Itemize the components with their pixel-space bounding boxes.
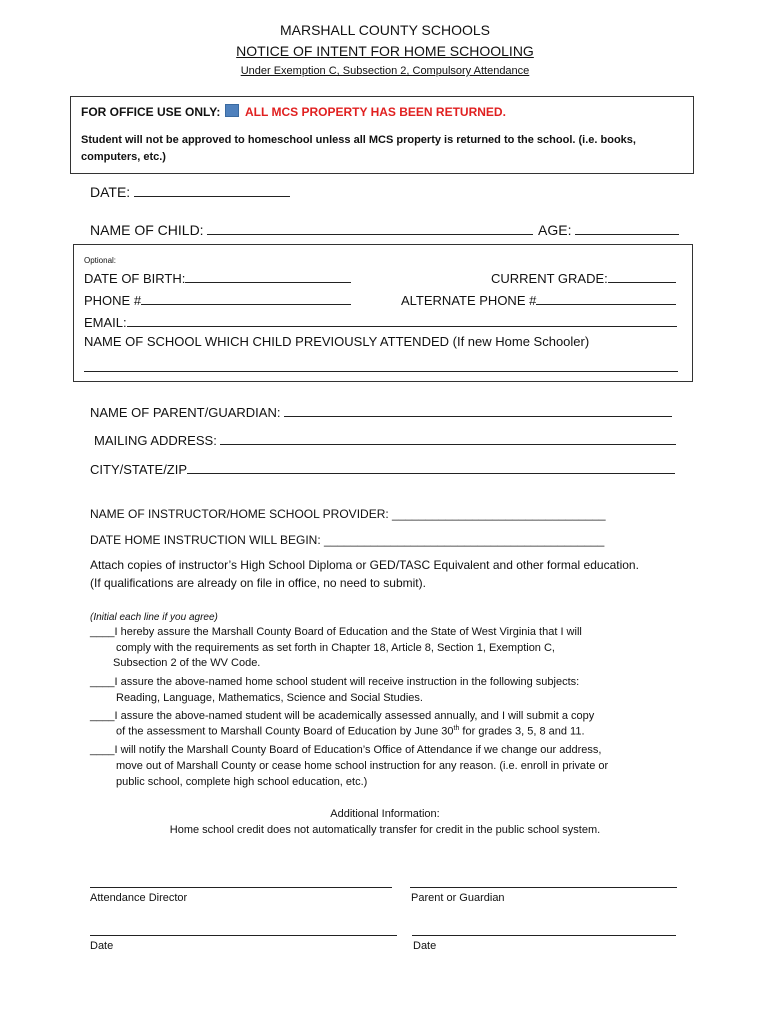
city-state-zip-label: CITY/STATE/ZIP bbox=[90, 462, 188, 477]
assurance-2-line2: Reading, Language, Mathematics, Science and Social Studies. bbox=[116, 692, 423, 704]
property-returned-checkbox[interactable] bbox=[225, 104, 239, 117]
optional-label: Optional: bbox=[84, 256, 117, 265]
assurance-4-line1: I will notify the Marshall County Board of Education’s Office of Attendance if we change our address, bbox=[114, 744, 602, 756]
child-name-label: NAME OF CHILD: bbox=[90, 222, 208, 238]
dob-blank[interactable] bbox=[185, 268, 351, 283]
attendance-director-label: Attendance Director bbox=[90, 892, 188, 904]
date-field[interactable] bbox=[90, 182, 290, 200]
parent-guardian-label: Parent or Guardian bbox=[411, 892, 505, 904]
parent-name-blank[interactable] bbox=[284, 402, 672, 417]
assurance-4-line3: public school, complete high school education, etc.) bbox=[116, 776, 368, 788]
assurance-1-line3: Subsection 2 of the WV Code. bbox=[113, 657, 261, 669]
alt-phone-blank[interactable] bbox=[536, 290, 676, 305]
instructor-blank[interactable]: ________________________________ bbox=[392, 507, 606, 521]
additional-info-text: Home school credit does not automatically transfer for credit in the public school system. bbox=[169, 824, 601, 836]
assurance-1-line1: I hereby assure the Marshall County Board of Education and the State of West Virginia that I will bbox=[114, 626, 582, 638]
optional-info-box bbox=[73, 244, 693, 382]
mailing-address-label: MAILING ADDRESS: bbox=[94, 433, 221, 448]
email-field[interactable] bbox=[84, 312, 677, 330]
phone-label: PHONE # bbox=[84, 293, 142, 308]
grade-field[interactable] bbox=[491, 268, 676, 286]
assurance-3-line2 bbox=[116, 725, 585, 738]
office-note-line1: Student will not be approved to homeschool unless all MCS property is returned to the school. (i.e. books, bbox=[81, 134, 636, 146]
assurance-4-line2: move out of Marshall County or cease home school instruction for any reason. (i.e. enroll in private or bbox=[116, 760, 609, 772]
parent-name-field[interactable] bbox=[90, 402, 672, 420]
grade-label: CURRENT GRADE: bbox=[491, 271, 608, 286]
assurance-3-initial-blank[interactable]: ____ bbox=[90, 710, 115, 722]
child-name-field[interactable] bbox=[90, 220, 533, 238]
phone-blank[interactable] bbox=[141, 290, 351, 305]
date-blank[interactable] bbox=[134, 182, 290, 197]
form-title-org: MARSHALL COUNTY SCHOOLS bbox=[279, 22, 491, 38]
city-state-zip-blank[interactable] bbox=[187, 459, 675, 474]
mailing-address-blank[interactable] bbox=[220, 430, 676, 445]
assurance-3 bbox=[90, 710, 594, 722]
assurance-2-line1: I assure the above-named home school student will receive instruction in the following subjects: bbox=[114, 676, 580, 688]
mailing-address-field[interactable] bbox=[94, 430, 676, 448]
previous-school-label: NAME OF SCHOOL WHICH CHILD PREVIOUSLY ATTENDED (If new Home Schooler) bbox=[84, 334, 590, 349]
director-date-line[interactable] bbox=[90, 935, 397, 936]
additional-info-heading: Additional Information: bbox=[330, 808, 440, 820]
dob-field[interactable] bbox=[84, 268, 351, 286]
city-state-zip-field[interactable] bbox=[90, 459, 675, 477]
office-note-line2: computers, etc.) bbox=[81, 151, 166, 163]
assurance-1-initial-blank[interactable]: ____ bbox=[90, 626, 115, 638]
instructor-label: NAME OF INSTRUCTOR/HOME SCHOOL PROVIDER: bbox=[90, 507, 393, 521]
assurance-3-line2-end: for grades 3, 5, 8 and 11. bbox=[459, 725, 585, 738]
dob-label: DATE OF BIRTH: bbox=[84, 271, 186, 286]
parent-date-label: Date bbox=[413, 940, 437, 952]
age-field[interactable] bbox=[538, 220, 679, 238]
instructor-field[interactable] bbox=[90, 507, 606, 521]
attach-instructions-line2: (If qualifications are already on file in office, no need to submit). bbox=[90, 576, 426, 590]
assurance-3-line2-text: of the assessment to Marshall County Board of Education by June 30 bbox=[116, 725, 454, 738]
director-date-label: Date bbox=[90, 940, 114, 952]
begin-date-blank[interactable]: __________________________________________ bbox=[324, 533, 605, 547]
assurance-4 bbox=[90, 744, 601, 756]
parent-signature-line[interactable] bbox=[410, 887, 677, 888]
assurance-4-initial-blank[interactable]: ____ bbox=[90, 744, 115, 756]
parent-name-label: NAME OF PARENT/GUARDIAN: bbox=[90, 405, 285, 420]
child-name-blank[interactable] bbox=[207, 220, 533, 235]
begin-date-label: DATE HOME INSTRUCTION WILL BEGIN: bbox=[90, 533, 325, 547]
grade-blank[interactable] bbox=[608, 268, 676, 283]
office-use-label: FOR OFFICE USE ONLY: bbox=[81, 105, 221, 119]
assurance-1-line2: comply with the requirements as set forth in Chapter 18, Article 8, Section 1, Exemption C, bbox=[116, 642, 555, 654]
alt-phone-field[interactable] bbox=[401, 290, 676, 308]
initial-note: (Initial each line if you agree) bbox=[90, 612, 218, 623]
assurance-1 bbox=[90, 626, 582, 638]
property-returned-label: ALL MCS PROPERTY HAS BEEN RETURNED. bbox=[245, 105, 506, 119]
email-blank[interactable] bbox=[127, 312, 677, 327]
begin-date-field[interactable] bbox=[90, 533, 604, 547]
phone-field[interactable] bbox=[84, 290, 351, 308]
date-label: DATE: bbox=[90, 184, 135, 200]
parent-date-line[interactable] bbox=[412, 935, 676, 936]
previous-school-blank[interactable] bbox=[84, 371, 678, 372]
alt-phone-label: ALTERNATE PHONE # bbox=[401, 293, 537, 308]
age-blank[interactable] bbox=[575, 220, 679, 235]
form-title: NOTICE OF INTENT FOR HOME SCHOOLING bbox=[236, 43, 534, 59]
assurance-3-line1: I assure the above-named student will be academically assessed annually, and I will submit a copy bbox=[114, 710, 595, 722]
assurance-2-initial-blank[interactable]: ____ bbox=[90, 676, 115, 688]
age-label: AGE: bbox=[538, 222, 576, 238]
form-subtitle: Under Exemption C, Subsection 2, Compulsory Attendance bbox=[240, 65, 530, 77]
attach-instructions-line1: Attach copies of instructor’s High School Diploma or GED/TASC Equivalent and other formal education. bbox=[90, 558, 639, 572]
attendance-director-signature-line[interactable] bbox=[90, 887, 392, 888]
assurance-3-superscript: th bbox=[453, 725, 460, 732]
office-use-box bbox=[70, 96, 694, 174]
email-label: EMAIL: bbox=[84, 315, 127, 330]
property-returned-row bbox=[225, 104, 506, 119]
assurance-2 bbox=[90, 676, 579, 688]
